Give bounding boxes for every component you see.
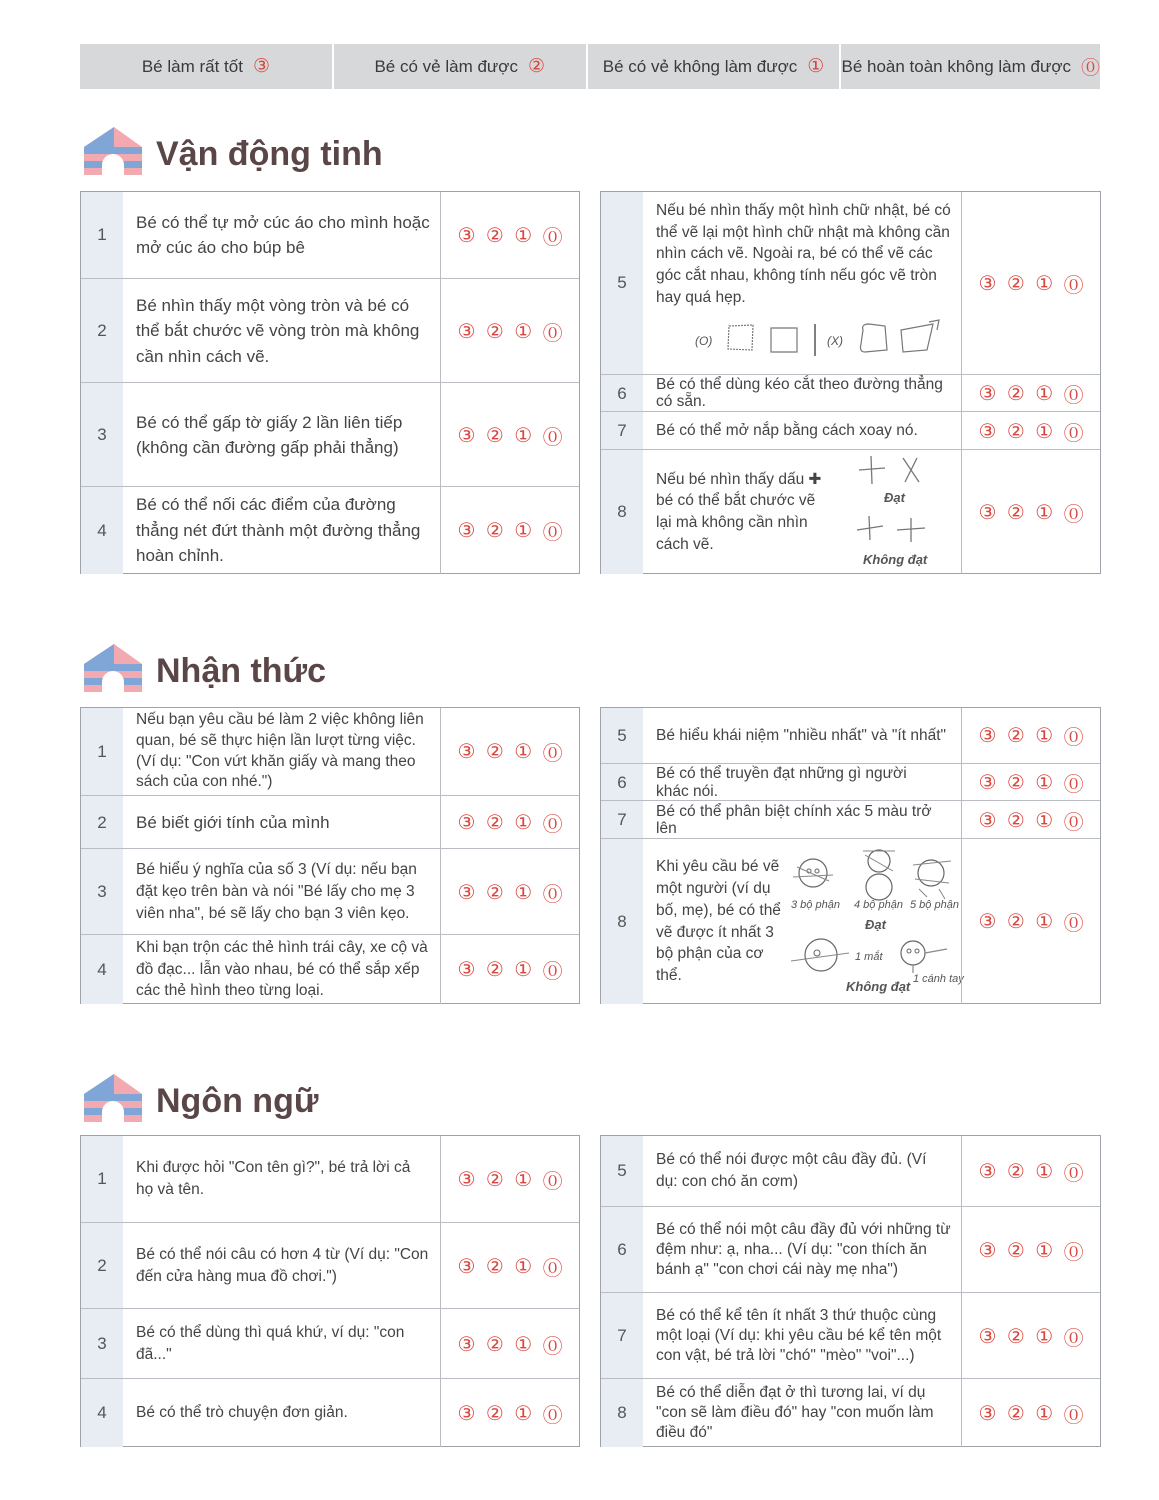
score-option-2[interactable]: ② [485, 1402, 504, 1425]
score-options [440, 1309, 579, 1379]
question-number: 3 [81, 849, 123, 935]
score-option-3[interactable]: ③ [457, 320, 476, 343]
legend-symbol: ② [527, 56, 545, 77]
score-option-3[interactable]: ③ [978, 1325, 997, 1348]
rectangle-correct-drawing [725, 322, 835, 358]
question-text: Bé có thể nói một câu đầy đủ với những từ đệm như: ạ, nha... (Ví dụ: "con thích ăn bánh ạ" "con chơi cái này mẹ nha") [656, 1220, 951, 1279]
question-text: Bé hiểu ý nghĩa của số 3 (Ví dụ: nếu bạn đặt kẹo trên bàn và nói "Bé lấy cho mẹ 3 viên nha", bé sẽ lấy cho bạn 3 viên kẹo. [136, 861, 417, 922]
question-text: Bé có thể nói câu có hơn 4 từ (Ví dụ: "Con đến cửa hàng mua đồ chơi.") [136, 1246, 429, 1285]
section-header-fine-motor [80, 124, 383, 184]
question-text: Bé biết giới tính của mình [136, 812, 330, 832]
question-text: Bé có thể dùng thì quá khứ, ví dụ: "con đã..." [136, 1324, 405, 1363]
question-number: 2 [81, 279, 123, 383]
table-row [81, 934, 579, 1004]
legend-symbol: ③ [252, 56, 270, 77]
question-text: Bé có thể dùng kéo cắt theo đường thẳng có sẵn. [656, 376, 943, 410]
score-option-3[interactable]: ③ [978, 1160, 997, 1183]
score-option-0[interactable]: ⓪ [1063, 274, 1084, 297]
score-option-0[interactable]: ⓪ [1063, 811, 1084, 834]
question-text: Bé có thể mở nắp bằng cách xoay nó. [656, 422, 918, 440]
score-option-1[interactable]: ① [1035, 1160, 1054, 1183]
table-row [601, 1292, 1100, 1379]
question-text: Nếu bé nhìn thấy một hình chữ nhật, bé có thể vẽ lại một hình chữ nhật mà không cần nhìn cách vẽ. Ngoài ra, bé có thể vẽ các góc cắt nhau, không tính nếu góc vẽ tròn hay quá hẹp. [656, 202, 951, 306]
question-table-right [600, 1135, 1101, 1447]
score-option-1[interactable]: ① [1035, 1402, 1054, 1425]
score-option-1[interactable]: ① [1035, 1239, 1054, 1262]
figure-label: Đạt [865, 917, 886, 932]
score-option-3[interactable]: ③ [457, 1402, 476, 1425]
score-options [961, 192, 1100, 374]
question-text: Bé có thể nối các điểm của đường thẳng nét đứt thành một đường thẳng hoàn chỉnh. [136, 495, 421, 566]
score-options [961, 1136, 1100, 1206]
score-option-3[interactable]: ③ [457, 424, 476, 447]
score-option-1[interactable]: ① [514, 881, 533, 904]
score-option-0[interactable]: ⓪ [542, 426, 563, 449]
legend-label: Bé làm rất tốt [141, 56, 243, 76]
score-option-1[interactable]: ① [514, 1333, 533, 1356]
score-option-0[interactable]: ⓪ [542, 1335, 563, 1358]
score-option-1[interactable]: ① [1035, 911, 1054, 933]
score-option-0[interactable]: ⓪ [1063, 774, 1084, 796]
score-option-2[interactable]: ② [1006, 809, 1025, 832]
score-option-0[interactable]: ⓪ [1063, 1404, 1084, 1427]
question-number: 2 [81, 796, 123, 849]
table-row [81, 1378, 579, 1447]
score-option-2[interactable]: ② [1006, 1325, 1025, 1348]
score-option-0[interactable]: ⓪ [1063, 1327, 1084, 1350]
question-number: 7 [601, 1293, 643, 1379]
score-option-1[interactable]: ① [1035, 501, 1054, 524]
question-table-left [80, 1135, 580, 1447]
legend-symbol: ① [807, 56, 825, 77]
question-text: Bé có thể truyền đạt những gì người khác nói. [656, 765, 907, 800]
score-option-0[interactable]: ⓪ [542, 226, 563, 249]
table-row [601, 449, 1100, 574]
score-option-2[interactable]: ② [485, 1168, 504, 1191]
question-text: Bé nhìn thấy một vòng tròn và bé có thể bắt chước vẽ vòng tròn mà không cần nhìn cách vẽ. [136, 295, 420, 366]
score-option-2[interactable]: ② [1006, 911, 1025, 933]
score-option-3[interactable]: ③ [457, 881, 476, 904]
score-option-3[interactable]: ③ [978, 1239, 997, 1262]
score-option-2[interactable]: ② [485, 224, 504, 247]
score-option-1[interactable]: ① [1035, 1325, 1054, 1348]
score-option-1[interactable]: ① [514, 741, 533, 763]
table-row [81, 1136, 579, 1222]
cross-correct-drawing [853, 454, 927, 488]
score-option-2[interactable]: ② [485, 881, 504, 904]
score-option-3[interactable]: ③ [978, 501, 997, 524]
figure-label: 1 cánh tay [913, 973, 964, 985]
question-number: 5 [601, 1136, 643, 1206]
figure-label: 5 bộ phận [910, 899, 959, 911]
table-row [81, 382, 579, 487]
score-option-3[interactable]: ③ [978, 383, 997, 405]
legend-label: Bé hoàn toàn không làm được [841, 56, 1071, 76]
question-number: 7 [601, 801, 643, 839]
score-legend [80, 44, 1100, 89]
score-option-3[interactable]: ③ [978, 772, 997, 794]
table-row [601, 1136, 1100, 1206]
question-text: Bé có thể nói được một câu đầy đủ. (Ví dụ: con chó ăn cơm) [656, 1151, 927, 1190]
score-option-2[interactable]: ② [1006, 1402, 1025, 1425]
score-options [440, 935, 579, 1004]
score-options [440, 1136, 579, 1222]
question-table-left [80, 707, 580, 1004]
section-title: Nhận thức [156, 651, 327, 690]
score-option-0[interactable]: ⓪ [1063, 503, 1084, 526]
score-options [961, 839, 1100, 1004]
score-options [440, 1223, 579, 1309]
score-option-1[interactable]: ① [514, 320, 533, 343]
score-options [440, 383, 579, 487]
question-number: 1 [81, 1136, 123, 1222]
question-number: 1 [81, 192, 123, 278]
table-row [81, 486, 579, 574]
score-option-1[interactable]: ① [514, 1168, 533, 1191]
score-option-0[interactable]: ⓪ [1063, 727, 1084, 749]
question-number: 8 [601, 1379, 643, 1447]
score-option-1[interactable]: ① [1035, 383, 1054, 405]
score-option-0[interactable]: ⓪ [1063, 1162, 1084, 1185]
score-options [440, 487, 579, 574]
legend-item-3 [80, 44, 334, 89]
score-option-2[interactable]: ② [485, 520, 504, 542]
figure-label: Không đạt [846, 979, 911, 994]
score-options [440, 708, 579, 795]
score-option-2[interactable]: ② [485, 959, 504, 981]
score-options [961, 1293, 1100, 1379]
question-text: Bé có thể gấp tờ giấy 2 lần liên tiếp (không cần đường gấp phải thẳng) [136, 412, 403, 457]
table-row [601, 1206, 1100, 1293]
score-option-2[interactable]: ② [1006, 501, 1025, 524]
score-option-3[interactable]: ③ [457, 520, 476, 542]
score-options [440, 192, 579, 278]
table-row [601, 800, 1100, 839]
legend-label: Bé có vẻ không làm được [602, 56, 798, 76]
figure-label: Đạt [884, 490, 905, 505]
question-number: 8 [601, 839, 643, 1004]
score-options [961, 1207, 1100, 1293]
question-number: 4 [81, 935, 123, 1004]
table-row [81, 708, 579, 795]
score-option-2[interactable]: ② [1006, 383, 1025, 405]
score-options [961, 1379, 1100, 1447]
score-options [440, 279, 579, 383]
legend-item-0 [841, 44, 1100, 89]
score-option-0[interactable]: ⓪ [542, 814, 563, 836]
table-row [81, 192, 579, 278]
score-option-0[interactable]: ⓪ [1063, 1241, 1084, 1264]
score-option-2[interactable]: ② [485, 320, 504, 343]
score-options [961, 375, 1100, 412]
score-option-3[interactable]: ③ [457, 959, 476, 981]
question-text: Bé có thể kể tên ít nhất 3 thứ thuộc cùng một loại (Ví dụ: khi yêu cầu bé kể tên một con vật, bé trả lời "chó" "mèo" "voi"...) [656, 1306, 942, 1365]
score-options [440, 796, 579, 849]
score-option-1[interactable]: ① [514, 1255, 533, 1278]
question-text: Bé có thể diễn đạt ở thì tương lai, ví dụ "con sẽ làm điều đó" hay "con muốn làm điều đó" [656, 1383, 934, 1442]
question-number: 7 [601, 412, 643, 450]
question-text: Khi được hỏi "Con tên gì?", bé trả lời cả họ và tên. [136, 1159, 411, 1198]
house-icon [80, 1072, 146, 1130]
table-row [81, 1222, 579, 1309]
score-option-3[interactable]: ③ [457, 741, 476, 763]
score-option-1[interactable]: ① [514, 959, 533, 981]
score-option-3[interactable]: ③ [978, 911, 997, 933]
score-option-2[interactable]: ② [485, 424, 504, 447]
score-option-1[interactable]: ① [514, 812, 533, 834]
score-option-2[interactable]: ② [1006, 272, 1025, 295]
figure-label: 1 mắt [855, 951, 883, 963]
question-number: 6 [601, 764, 643, 801]
score-option-3[interactable]: ③ [978, 809, 997, 832]
question-number: 2 [81, 1223, 123, 1309]
score-option-3[interactable]: ③ [978, 420, 997, 443]
score-option-0[interactable]: ⓪ [542, 1257, 563, 1280]
score-options [440, 849, 579, 935]
section-title: Vận động tinh [156, 134, 383, 173]
legend-symbol: ⓪ [1081, 58, 1101, 79]
score-options [961, 708, 1100, 763]
question-number: 8 [601, 450, 643, 574]
score-option-0[interactable]: ⓪ [542, 1404, 563, 1427]
table-row [601, 838, 1100, 1004]
person-drawing-pass [789, 847, 959, 905]
question-text: Bé có thể tự mở cúc áo cho mình hoặc mở cúc áo cho búp bê [136, 212, 430, 257]
legend-item-2 [334, 44, 588, 89]
score-options [440, 1379, 579, 1447]
question-table-right [600, 191, 1101, 574]
house-icon [80, 125, 146, 183]
score-option-0[interactable]: ⓪ [1063, 422, 1084, 445]
score-option-0[interactable]: ⓪ [542, 322, 563, 345]
score-option-1[interactable]: ① [514, 1402, 533, 1425]
table-row [601, 763, 1100, 801]
question-text: Khi yêu cầu bé vẽ một người (ví dụ bố, mẹ), bé có thể vẽ được ít nhất 3 bộ phận của cơ thể. [656, 858, 781, 984]
score-option-0[interactable]: ⓪ [1063, 385, 1084, 407]
question-number: 1 [81, 708, 123, 795]
score-option-3[interactable]: ③ [457, 1168, 476, 1191]
score-option-1[interactable]: ① [514, 224, 533, 247]
score-option-1[interactable]: ① [1035, 420, 1054, 443]
score-option-3[interactable]: ③ [457, 1333, 476, 1356]
figure-label: (O) [695, 334, 713, 348]
figure-label: 4 bộ phận [854, 899, 903, 911]
score-option-3[interactable]: ③ [978, 725, 997, 747]
house-icon [80, 642, 146, 700]
score-option-0[interactable]: ⓪ [542, 522, 563, 544]
figure-label: Không đạt [863, 552, 928, 567]
section-title: Ngôn ngữ [156, 1081, 319, 1120]
question-number: 4 [81, 487, 123, 574]
question-text: Nếu bạn yêu cầu bé làm 2 việc không liên quan, bé sẽ thực hiện lần lượt từng việc. (Ví dụ: "Con vứt khăn giấy và mang theo sách của con nhé.") [136, 710, 424, 791]
question-table-right [600, 707, 1101, 1004]
score-option-3[interactable]: ③ [978, 1402, 997, 1425]
score-option-0[interactable]: ⓪ [542, 743, 563, 765]
score-option-1[interactable]: ① [1035, 725, 1054, 747]
legend-label: Bé có vẻ làm được [374, 56, 518, 76]
score-option-3[interactable]: ③ [457, 812, 476, 834]
figure-label: 3 bộ phận [791, 899, 840, 911]
score-option-1[interactable]: ① [1035, 809, 1054, 832]
rectangle-incorrect-drawing [855, 316, 949, 360]
score-options [961, 412, 1100, 450]
score-option-0[interactable]: ⓪ [1063, 913, 1084, 935]
question-number: 6 [601, 375, 643, 412]
score-option-2[interactable]: ② [485, 1255, 504, 1278]
question-text: Khi bạn trộn các thẻ hình trái cây, xe cộ và đồ đạc... lẫn vào nhau, bé có thể sắp xếp các thẻ hình theo từng loại. [136, 938, 428, 1000]
table-row [81, 795, 579, 849]
question-text: Nếu bé nhìn thấy dấu ✚ bé có thể bắt chước vẽ lại mà không cần nhìn cách vẽ. [656, 470, 822, 553]
table-row [601, 708, 1100, 763]
legend-item-1 [588, 44, 842, 89]
table-row [601, 192, 1100, 374]
question-text: Bé hiểu khái niệm "nhiều nhất" và "ít nhất" [656, 726, 946, 744]
table-row [601, 374, 1100, 412]
score-option-2[interactable]: ② [1006, 1239, 1025, 1262]
table-row [81, 278, 579, 383]
question-text: Bé có thể phân biệt chính xác 5 màu trở lên [656, 802, 932, 837]
score-option-2[interactable]: ② [1006, 772, 1025, 794]
score-option-3[interactable]: ③ [457, 1255, 476, 1278]
score-options [961, 450, 1100, 574]
score-option-1[interactable]: ① [514, 520, 533, 542]
figure-label: (X) [827, 334, 843, 348]
question-number: 5 [601, 192, 643, 374]
score-option-0[interactable]: ⓪ [542, 1170, 563, 1193]
question-text: Bé có thể trò chuyện đơn giản. [136, 1404, 348, 1422]
score-option-1[interactable]: ① [1035, 772, 1054, 794]
question-number: 6 [601, 1207, 643, 1293]
score-option-1[interactable]: ① [514, 424, 533, 447]
question-number: 3 [81, 1309, 123, 1379]
table-row [601, 411, 1100, 450]
score-option-2[interactable]: ② [1006, 1160, 1025, 1183]
cross-incorrect-drawing [853, 514, 927, 544]
question-number: 5 [601, 708, 643, 763]
score-option-2[interactable]: ② [485, 812, 504, 834]
score-option-2[interactable]: ② [485, 741, 504, 763]
section-header-cognition [80, 641, 326, 701]
table-row [81, 1308, 579, 1379]
score-option-2[interactable]: ② [1006, 420, 1025, 443]
section-header-language [80, 1071, 318, 1131]
score-option-0[interactable]: ⓪ [542, 883, 563, 906]
question-number: 3 [81, 383, 123, 487]
table-row [81, 848, 579, 935]
score-option-1[interactable]: ① [1035, 272, 1054, 295]
score-options [961, 801, 1100, 839]
question-number: 4 [81, 1379, 123, 1447]
score-option-3[interactable]: ③ [978, 272, 997, 295]
score-options [961, 764, 1100, 801]
score-option-2[interactable]: ② [485, 1333, 504, 1356]
score-option-2[interactable]: ② [1006, 725, 1025, 747]
score-option-3[interactable]: ③ [457, 224, 476, 247]
score-option-0[interactable]: ⓪ [542, 961, 563, 983]
table-row [601, 1378, 1100, 1447]
question-table-left [80, 191, 580, 574]
